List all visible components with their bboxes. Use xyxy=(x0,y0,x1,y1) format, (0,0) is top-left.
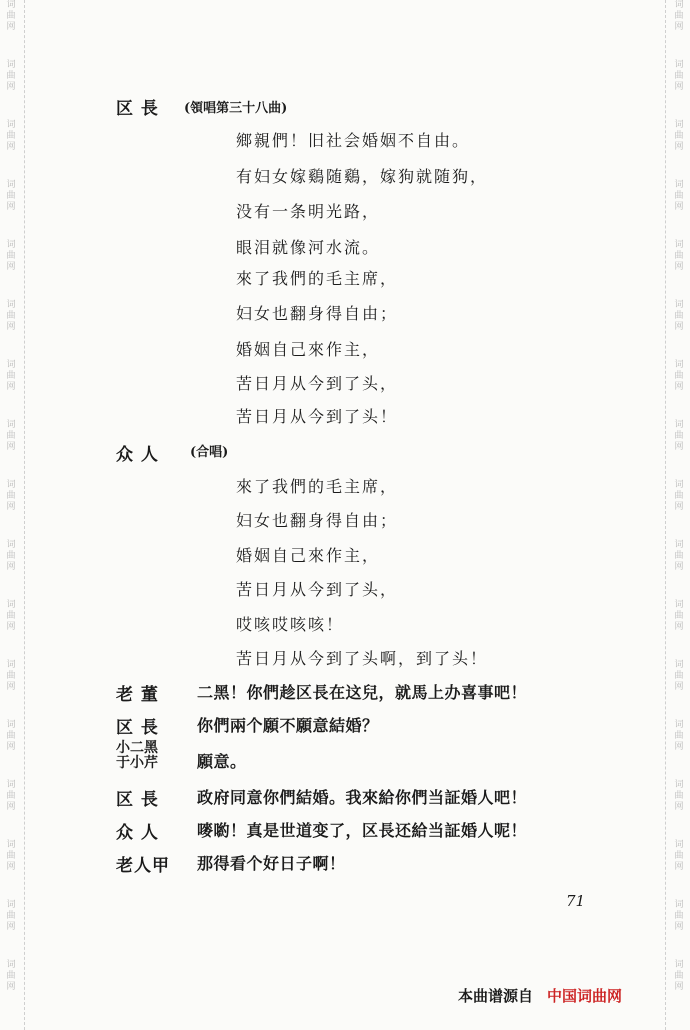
watermark-glyph-group: 词 曲 网 xyxy=(674,900,684,932)
watermark-glyph-group: 词 曲 网 xyxy=(674,840,684,872)
watermark-glyph-group: 词 曲 网 xyxy=(6,300,16,332)
verse-line: 苦日月从今到了头， xyxy=(236,580,399,599)
dialogue-line: 二黑！你們趁区長在这兒，就馬上办喜事吧！ xyxy=(197,683,528,702)
watermark-glyph-group: 词 曲 网 xyxy=(6,900,16,932)
left-page-edge xyxy=(0,0,25,1030)
speaker-district-head: 区 長 xyxy=(116,790,159,810)
watermark-glyph-group: 词 曲 网 xyxy=(674,720,684,752)
watermark-glyph-group: 词 曲 网 xyxy=(674,360,684,392)
watermark-glyph-group: 词 曲 网 xyxy=(6,240,16,272)
watermark-glyph-group: 词 曲 网 xyxy=(674,0,684,32)
watermark-glyph-group: 词 曲 网 xyxy=(674,960,684,992)
watermark-glyph-group: 词 曲 网 xyxy=(674,480,684,512)
watermark-glyph-group: 词 曲 网 xyxy=(6,660,16,692)
dialogue-line: 你們兩个願不願意結婚？ xyxy=(197,716,379,735)
footer-credit xyxy=(458,985,622,1006)
watermark-glyph-group: 词 曲 网 xyxy=(6,480,16,512)
watermark-glyph-group: 词 曲 网 xyxy=(674,120,684,152)
watermark-glyph-group: 词 曲 网 xyxy=(6,840,16,872)
watermark-glyph-group: 词 曲 网 xyxy=(6,960,16,992)
dialogue-line: 嘜喲！真是世道变了，区長还給当証婚人呢！ xyxy=(197,821,528,840)
verse-line: 苦日月从今到了头啊，到了头！ xyxy=(236,649,489,668)
watermark-glyph-group: 词 曲 网 xyxy=(674,300,684,332)
verse-line: 眼泪就像河水流。 xyxy=(236,238,381,257)
watermark-glyph-group: 词 曲 网 xyxy=(674,420,684,452)
watermark-glyph-group: 词 曲 网 xyxy=(674,540,684,572)
verse-line: 婚姻自己來作主， xyxy=(236,546,381,565)
speaker-crowd: 众 人 xyxy=(116,445,159,465)
page-number: 71 xyxy=(566,892,586,910)
verse-line: 妇女也翻身得自由； xyxy=(236,304,399,323)
watermark-glyph-group: 词 曲 网 xyxy=(6,360,16,392)
verse-line: 婚姻自己來作主， xyxy=(236,340,381,359)
watermark-glyph-group: 词 曲 网 xyxy=(6,420,16,452)
watermark-glyph-group: 词 曲 网 xyxy=(674,240,684,272)
watermark-glyph-group: 词 曲 网 xyxy=(6,180,16,212)
watermark-glyph-group: 词 曲 网 xyxy=(6,780,16,812)
watermark-glyph-group: 词 曲 网 xyxy=(6,540,16,572)
speaker-crowd: 众 人 xyxy=(116,823,159,843)
verse-line: 苦日月从今到了头！ xyxy=(236,407,399,426)
right-page-edge xyxy=(665,0,690,1030)
dialogue-line: 願意。 xyxy=(197,752,247,771)
speaker-lao-dong: 老 董 xyxy=(116,685,159,705)
stage-note-chorus: (合唱) xyxy=(190,445,229,460)
watermark-glyph-group: 词 曲 网 xyxy=(674,780,684,812)
watermark-glyph-group: 词 曲 网 xyxy=(674,60,684,92)
stage-note-solo: (領唱第三十八曲) xyxy=(184,101,288,116)
verse-line: 來了我們的毛主席， xyxy=(236,477,399,496)
footer-brand[interactable]: 中国词曲网 xyxy=(547,987,623,1005)
watermark-glyph-group: 词 曲 网 xyxy=(6,0,16,32)
speaker-old-man: 老人甲 xyxy=(116,856,170,876)
verse-line: 妇女也翻身得自由； xyxy=(236,511,399,530)
verse-line: 鄉親們！旧社会婚姻不自由。 xyxy=(236,131,471,150)
watermark-glyph-group: 词 曲 网 xyxy=(674,600,684,632)
verse-line: 哎咳哎咳咳！ xyxy=(236,615,345,634)
watermark-glyph-group: 词 曲 网 xyxy=(674,180,684,212)
watermark-glyph-group: 词 曲 网 xyxy=(6,120,16,152)
verse-line: 有妇女嫁鷄随鷄，嫁狗就随狗， xyxy=(236,167,489,186)
dialogue-line: 那得看个好日子啊！ xyxy=(197,854,346,873)
verse-line: 没有一条明光路， xyxy=(236,202,381,221)
watermark-glyph-group: 词 曲 网 xyxy=(674,660,684,692)
speaker-couple: 小二黑 于小芹 xyxy=(116,740,158,771)
speaker-district-head: 区 長 xyxy=(116,99,159,119)
dialogue-line: 政府同意你們結婚。我來給你們当証婚人吧！ xyxy=(197,788,528,807)
footer-source: 本曲谱源自 xyxy=(458,987,534,1005)
speaker-district-head: 区 長 xyxy=(116,718,159,738)
verse-line: 苦日月从今到了头， xyxy=(236,374,399,393)
verse-line: 來了我們的毛主席， xyxy=(236,269,399,288)
watermark-glyph-group: 词 曲 网 xyxy=(6,600,16,632)
watermark-glyph-group: 词 曲 网 xyxy=(6,720,16,752)
watermark-glyph-group: 词 曲 网 xyxy=(6,60,16,92)
